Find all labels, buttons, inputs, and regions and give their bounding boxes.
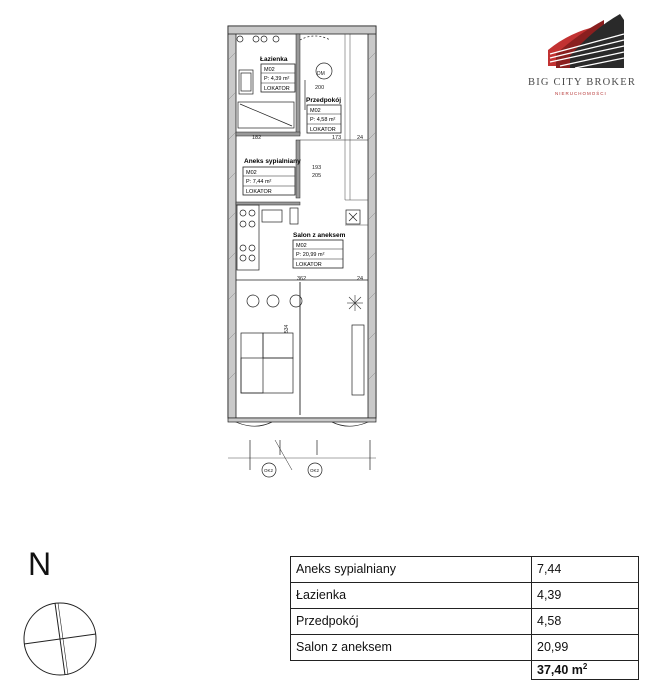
svg-text:M02: M02 <box>264 67 275 73</box>
room-name: Aneks sypialniany <box>291 557 532 583</box>
svg-text:200: 200 <box>315 85 325 91</box>
svg-text:DM: DM <box>317 71 325 77</box>
svg-text:P: 4,58 m²: P: 4,58 m² <box>310 117 336 123</box>
svg-text:362: 362 <box>297 276 307 282</box>
brand-name: BIG CITY BROKER <box>528 77 637 88</box>
total-value: 37,40 m <box>537 663 583 678</box>
area-table <box>290 556 639 680</box>
room-label-przedpokoj <box>306 97 341 133</box>
svg-text:M02: M02 <box>310 108 321 114</box>
svg-text:LOKATOR: LOKATOR <box>246 189 272 195</box>
building-logo-icon <box>520 10 650 76</box>
svg-text:Salon z aneksem: Salon z aneksem <box>293 232 346 239</box>
svg-text:24: 24 <box>357 276 364 282</box>
compass-icon <box>22 601 98 677</box>
room-label-salon <box>293 232 346 268</box>
brand-subtitle: NIERUCHOMOŚCI <box>555 91 607 96</box>
svg-text:LOKATOR: LOKATOR <box>310 127 336 133</box>
svg-text:24: 24 <box>357 135 364 141</box>
table-row <box>291 635 639 661</box>
svg-text:P: 7,44 m²: P: 7,44 m² <box>246 179 272 185</box>
room-area: 4,58 <box>532 609 639 635</box>
table-row <box>291 583 639 609</box>
brand-logo <box>520 10 650 96</box>
total-unit-sup: 2 <box>582 662 588 672</box>
room-label-lazienka <box>260 56 295 92</box>
svg-text:LOKATOR: LOKATOR <box>296 262 322 268</box>
table-row <box>291 609 639 635</box>
svg-text:LOKATOR: LOKATOR <box>264 86 290 92</box>
total-area <box>532 661 639 680</box>
room-name: Salon z aneksem <box>291 635 532 661</box>
windows-bottom <box>228 418 376 477</box>
room-area: 4,39 <box>532 583 639 609</box>
svg-text:193: 193 <box>312 165 322 171</box>
north-label: N <box>28 546 52 582</box>
svg-text:OK2: OK2 <box>310 468 320 473</box>
svg-text:205: 205 <box>312 173 322 179</box>
room-name: Łazienka <box>291 583 532 609</box>
svg-text:M02: M02 <box>296 243 307 249</box>
room-area: 20,99 <box>532 635 639 661</box>
svg-text:Przedpokój: Przedpokój <box>306 97 342 104</box>
svg-text:Łazienka: Łazienka <box>260 56 288 63</box>
room-area: 7,44 <box>532 557 639 583</box>
svg-text:M02: M02 <box>246 170 257 176</box>
living-room-furniture <box>241 282 364 415</box>
total-row <box>291 661 639 680</box>
svg-text:P: 20,99 m²: P: 20,99 m² <box>296 252 325 258</box>
svg-text:182: 182 <box>252 135 262 141</box>
room-name: Przedpokój <box>291 609 532 635</box>
svg-text:173: 173 <box>332 135 342 141</box>
total-label-cell <box>291 661 532 680</box>
room-label-aneks-sypialniany <box>243 158 301 195</box>
svg-text:Aneks sypialniany: Aneks sypialniany <box>244 158 301 165</box>
table-row <box>291 557 639 583</box>
svg-text:OK2: OK2 <box>264 468 274 473</box>
svg-text:534: 534 <box>284 324 290 333</box>
svg-text:P: 4,39 m²: P: 4,39 m² <box>264 76 290 82</box>
